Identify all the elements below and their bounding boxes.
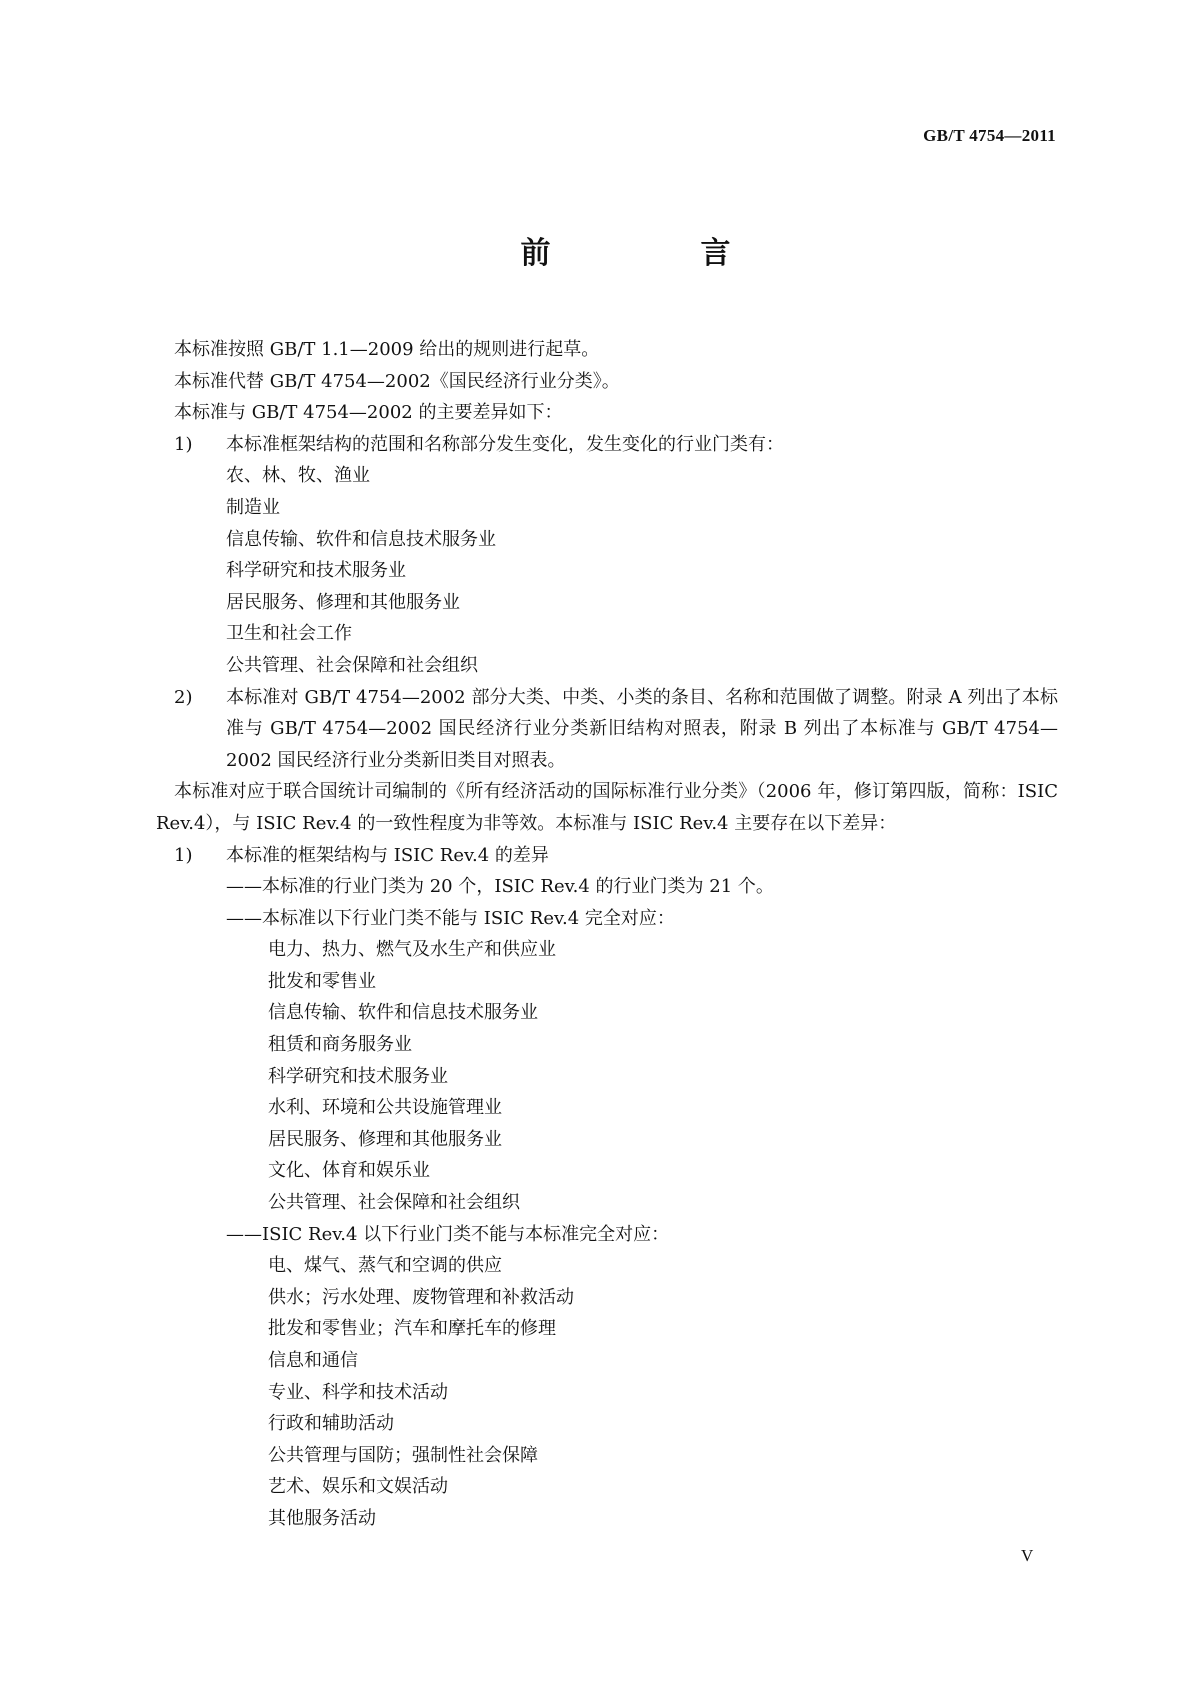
- dash-item: ——ISIC Rev.4 以下行业门类不能与本标准完全对应：: [226, 1223, 670, 1245]
- section-item: 水利、环境和公共设施管理业: [268, 1097, 502, 1119]
- dash-item: ——本标准以下行业门类不能与 ISIC Rev.4 完全对应：: [226, 907, 675, 929]
- list-number: 2): [174, 686, 193, 708]
- section-item: 公共管理、社会保障和社会组织: [268, 1192, 520, 1214]
- paragraph-isic-correspondence: 本标准对应于联合国统计司编制的《所有经济活动的国际标准行业分类》（2006 年，修订第四版，简称：ISIC Rev.4），与 ISIC Rev.4 的一致性程度为非等效。本标准与 ISIC Rev.4 主要存在以下差异：: [156, 781, 1058, 834]
- section-item: 公共管理与国防；强制性社会保障: [268, 1444, 538, 1466]
- list-item: [170, 429, 1058, 461]
- list-item-text: 本标准框架结构的范围和名称部分发生变化，发生变化的行业门类有：: [226, 433, 784, 455]
- section-item: 卫生和社会工作: [226, 623, 352, 645]
- section-item: 供水；污水处理、废物管理和补救活动: [268, 1286, 574, 1308]
- section-item: 批发和零售业: [268, 970, 376, 992]
- section-item: 制造业: [226, 496, 280, 518]
- section-item: 电力、热力、燃气及水生产和供应业: [268, 939, 556, 961]
- section-item: 租赁和商务服务业: [268, 1034, 412, 1056]
- section-item: 科学研究和技术服务业: [226, 560, 406, 582]
- list-number: 1): [174, 844, 193, 866]
- document-body: [156, 334, 1058, 1535]
- section-item: 农、林、牧、渔业: [226, 465, 370, 487]
- page-number: V: [1021, 1546, 1034, 1565]
- list-item: [170, 840, 1058, 872]
- list-number: 1): [174, 433, 193, 455]
- section-item: 其他服务活动: [268, 1507, 376, 1529]
- paragraph-replaces: 本标准代替 GB/T 4754—2002《国民经济行业分类》。: [174, 370, 620, 392]
- section-item: 信息和通信: [268, 1350, 358, 1371]
- section-item: 公共管理、社会保障和社会组织: [226, 654, 478, 676]
- section-item: 艺术、娱乐和文娱活动: [268, 1476, 448, 1498]
- section-item: 专业、科学和技术活动: [268, 1381, 448, 1403]
- standard-code: GB/T 4754—2011: [923, 126, 1056, 145]
- list-item-text: 本标准对 GB/T 4754—2002 部分大类、中类、小类的条目、名称和范围做了调整。附录 A 列出了本标准与 GB/T 4754—2002 国民经济行业分类新旧结构对照表，附录 B 列出了本标准与 GB/T 4754—2002 国民经济行业分类新旧类目对照表。: [226, 686, 1058, 771]
- list-item: [170, 682, 1058, 777]
- section-item: 信息传输、软件和信息技术服务业: [226, 528, 496, 550]
- section-item: 批发和零售业；汽车和摩托车的修理: [268, 1318, 556, 1340]
- dash-item: ——本标准的行业门类为 20 个，ISIC Rev.4 的行业门类为 21 个。: [226, 876, 774, 898]
- section-item: 文化、体育和娱乐业: [268, 1160, 430, 1182]
- list-item-text: 本标准的框架结构与 ISIC Rev.4 的差异: [226, 844, 549, 866]
- section-item: 信息传输、软件和信息技术服务业: [268, 1002, 538, 1024]
- section-item: 科学研究和技术服务业: [268, 1065, 448, 1087]
- section-item: 居民服务、修理和其他服务业: [226, 591, 460, 613]
- paragraph-drafting-rules: 本标准按照 GB/T 1.1—2009 给出的规则进行起草。: [174, 339, 600, 360]
- page-title: 前 言: [520, 236, 791, 271]
- paragraph-main-differences: 本标准与 GB/T 4754—2002 的主要差异如下：: [174, 402, 563, 424]
- section-item: 电、煤气、蒸气和空调的供应: [268, 1255, 502, 1277]
- section-item: 行政和辅助活动: [268, 1413, 394, 1435]
- section-item: 居民服务、修理和其他服务业: [268, 1128, 502, 1150]
